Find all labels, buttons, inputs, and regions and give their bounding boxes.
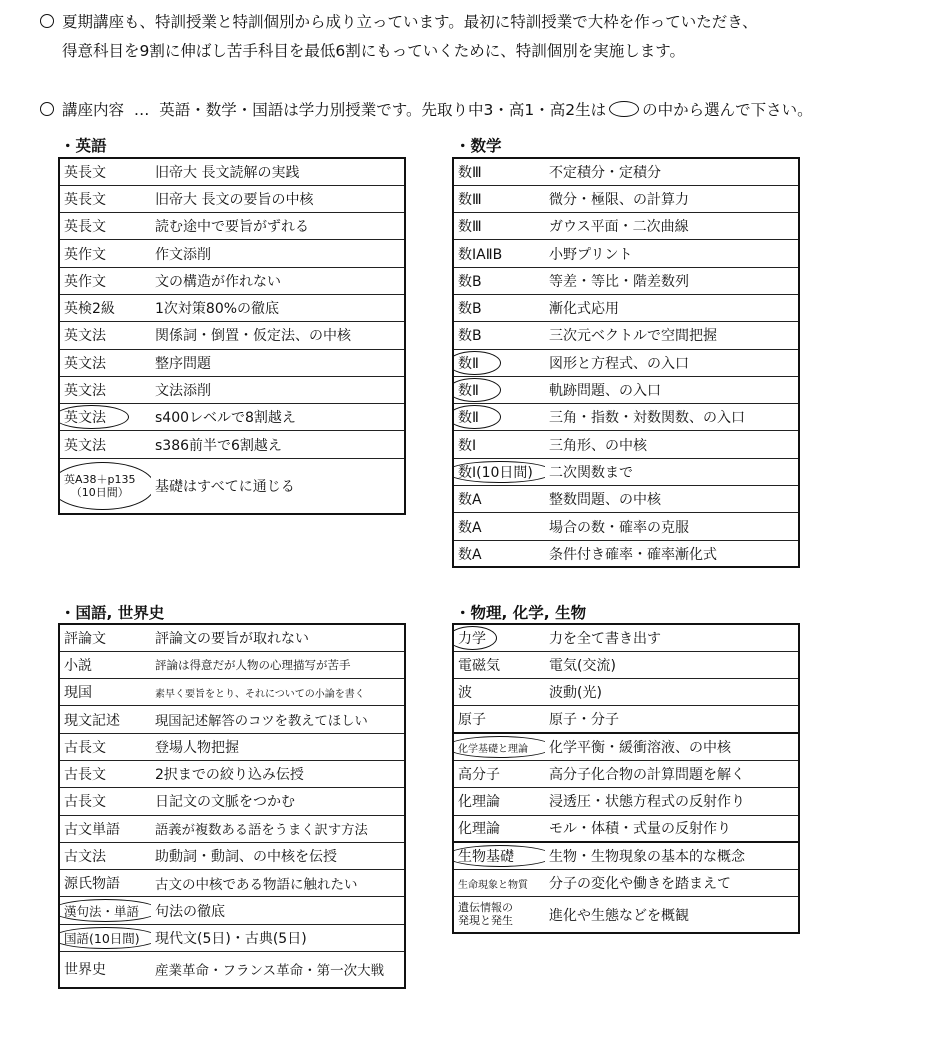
intro-line-2: 得意科目を9割に伸ばし苦手科目を最低6割にもっていくために、特訓個別を実施します。 bbox=[62, 42, 685, 60]
content-cell: 波動(光) bbox=[545, 679, 799, 706]
table-row bbox=[453, 513, 799, 540]
table-row bbox=[59, 760, 405, 787]
subject-cell: 英長文 bbox=[59, 213, 151, 240]
table-row bbox=[59, 376, 405, 403]
table-row bbox=[453, 322, 799, 349]
content-cell: 微分・極限、の計算力 bbox=[545, 185, 799, 212]
subject-cell: 化理論 bbox=[453, 788, 545, 815]
content-cell: 基礎はすべてに通じる bbox=[151, 458, 405, 514]
subject-cell: 高分子 bbox=[453, 760, 545, 787]
subject-cell-circled: 英A38＋p135 （10日間） bbox=[59, 458, 151, 514]
content-cell: 分子の変化や働きを踏まえて bbox=[545, 870, 799, 897]
section-title-japanese: ・国語, 世界史 bbox=[60, 604, 165, 622]
content-cell: 二次関数まで bbox=[545, 458, 799, 485]
subject-cell-circled: 数Ⅰ(10日間) bbox=[453, 458, 545, 485]
table-row bbox=[453, 404, 799, 431]
content-cell: 三角・指数・対数関数、の入口 bbox=[545, 404, 799, 431]
table-row bbox=[453, 733, 799, 760]
subject-cell: 原子 bbox=[453, 706, 545, 733]
circle-bullet-icon bbox=[40, 102, 54, 116]
subject-cell: 数A bbox=[453, 486, 545, 513]
content-cell: 図形と方程式、の入口 bbox=[545, 349, 799, 376]
table-row bbox=[453, 897, 799, 933]
table-row bbox=[453, 267, 799, 294]
content-cell: 旧帝大 長文の要旨の中核 bbox=[151, 185, 405, 212]
subject-cell: 源氏物語 bbox=[59, 870, 151, 897]
table-row bbox=[59, 431, 405, 458]
table-row bbox=[59, 404, 405, 431]
subject-cell: 世界史 bbox=[59, 952, 151, 988]
content-cell: 語義が複数ある語をうまく訳す方法 bbox=[151, 815, 405, 842]
content-cell: 登場人物把握 bbox=[151, 733, 405, 760]
table-row bbox=[453, 240, 799, 267]
table-row bbox=[453, 486, 799, 513]
subject-cell: 数ⅠAⅡB bbox=[453, 240, 545, 267]
subject-cell: 生命現象と物質 bbox=[453, 870, 545, 897]
subject-cell: 英文法 bbox=[59, 431, 151, 458]
content-cell: 整序問題 bbox=[151, 349, 405, 376]
subject-cell: 小説 bbox=[59, 651, 151, 678]
content-cell: 力を全て書き出す bbox=[545, 624, 799, 651]
subject-cell: 数Ⅲ bbox=[453, 213, 545, 240]
subject-cell: 波 bbox=[453, 679, 545, 706]
content-cell: 作文添削 bbox=[151, 240, 405, 267]
content-cell: 三角形、の中核 bbox=[545, 431, 799, 458]
table-row bbox=[453, 870, 799, 897]
subject-cell: 古長文 bbox=[59, 788, 151, 815]
content-cell: 旧帝大 長文読解の実践 bbox=[151, 158, 405, 185]
content-cell: 化学平衡・緩衝溶液、の中核 bbox=[545, 733, 799, 760]
table-row bbox=[453, 842, 799, 869]
table-row bbox=[59, 842, 405, 869]
content-cell: 進化や生態などを概観 bbox=[545, 897, 799, 933]
subject-cell: 評論文 bbox=[59, 624, 151, 651]
course-description: 講座内容 … 英語・数学・国語は学力別授業です。先取り中3・高1・高2生は の中から選んで下さい。 bbox=[40, 98, 813, 120]
subject-cell-circled: 力学 bbox=[453, 624, 545, 651]
content-cell: 軌跡問題、の入口 bbox=[545, 376, 799, 403]
selection-oval-icon bbox=[453, 351, 501, 375]
subject-cell-circled: 化学基礎と理論 bbox=[453, 733, 545, 760]
subject-cell: 数B bbox=[453, 294, 545, 321]
content-cell: 現国記述解答のコツを教えてほしい bbox=[151, 706, 405, 733]
subject-cell-circled: 国語(10日間) bbox=[59, 924, 151, 951]
content-cell: 古文の中核である物語に触れたい bbox=[151, 870, 405, 897]
table-row bbox=[59, 185, 405, 212]
subject-cell-circled: 英文法 bbox=[59, 404, 151, 431]
selection-oval-icon bbox=[453, 736, 545, 758]
table-row bbox=[453, 815, 799, 842]
subject-cell: 数Ⅲ bbox=[453, 158, 545, 185]
subject-cell: 英長文 bbox=[59, 185, 151, 212]
table-row bbox=[453, 624, 799, 651]
content-cell: 三次元ベクトルで空間把握 bbox=[545, 322, 799, 349]
content-cell: 助動詞・動詞、の中核を伝授 bbox=[151, 842, 405, 869]
table-row bbox=[453, 706, 799, 733]
content-cell: 条件付き確率・確率漸化式 bbox=[545, 540, 799, 567]
content-cell: s400レベルで8割越え bbox=[151, 404, 405, 431]
content-cell: 句法の徹底 bbox=[151, 897, 405, 924]
table-row bbox=[453, 349, 799, 376]
table-row bbox=[453, 788, 799, 815]
subject-cell: 化理論 bbox=[453, 815, 545, 842]
subject-cell: 現国 bbox=[59, 679, 151, 706]
subject-cell: 英文法 bbox=[59, 322, 151, 349]
table-row bbox=[59, 733, 405, 760]
content-cell: 場合の数・確率の克服 bbox=[545, 513, 799, 540]
content-cell: 電気(交流) bbox=[545, 651, 799, 678]
table-row bbox=[453, 431, 799, 458]
selection-oval-icon bbox=[453, 405, 501, 429]
content-cell: 整数問題、の中核 bbox=[545, 486, 799, 513]
intro-line-1: 夏期講座も、特訓授業と特訓個別から成り立っています。最初に特訓授業で大枠を作っていただき、 bbox=[40, 8, 910, 37]
table-row bbox=[453, 679, 799, 706]
content-cell: 生物・生物現象の基本的な概念 bbox=[545, 842, 799, 869]
table-row bbox=[59, 349, 405, 376]
table-row bbox=[59, 870, 405, 897]
subject-cell: 英作文 bbox=[59, 267, 151, 294]
table-row bbox=[453, 158, 799, 185]
subject-cell: 数Ⅲ bbox=[453, 185, 545, 212]
selection-oval-icon bbox=[453, 626, 497, 650]
content-cell: 浸透圧・状態方程式の反射作り bbox=[545, 788, 799, 815]
selection-oval-icon bbox=[59, 405, 129, 429]
subject-cell-circled: 生物基礎 bbox=[453, 842, 545, 869]
table-row bbox=[453, 185, 799, 212]
subject-cell: 数Ⅰ bbox=[453, 431, 545, 458]
subject-cell: 英検2級 bbox=[59, 294, 151, 321]
section-title-english: ・英語 bbox=[60, 137, 107, 155]
content-cell: 文法添削 bbox=[151, 376, 405, 403]
subject-cell-circled: 数Ⅱ bbox=[453, 349, 545, 376]
selection-oval-icon bbox=[59, 927, 151, 949]
table-row bbox=[453, 294, 799, 321]
table-row bbox=[59, 213, 405, 240]
content-cell: s386前半で6割越え bbox=[151, 431, 405, 458]
table-row bbox=[59, 788, 405, 815]
table-row bbox=[453, 458, 799, 485]
table-row bbox=[59, 240, 405, 267]
section-title-science: ・物理, 化学, 生物 bbox=[455, 604, 587, 622]
table-row bbox=[59, 458, 405, 514]
content-cell: 小野プリント bbox=[545, 240, 799, 267]
content-cell: 不定積分・定積分 bbox=[545, 158, 799, 185]
subject-cell: 古文法 bbox=[59, 842, 151, 869]
content-cell: 漸化式応用 bbox=[545, 294, 799, 321]
table-row bbox=[59, 267, 405, 294]
selection-oval-icon bbox=[59, 899, 151, 921]
content-cell: 2択までの絞り込み伝授 bbox=[151, 760, 405, 787]
circle-bullet-icon bbox=[40, 14, 54, 28]
table-row bbox=[453, 540, 799, 567]
subject-cell: 数A bbox=[453, 540, 545, 567]
content-cell: 原子・分子 bbox=[545, 706, 799, 733]
content-cell: 文の構造が作れない bbox=[151, 267, 405, 294]
content-cell: 等差・等比・階差数列 bbox=[545, 267, 799, 294]
content-cell: 日記文の文脈をつかむ bbox=[151, 788, 405, 815]
subject-cell: 現文記述 bbox=[59, 706, 151, 733]
table-row bbox=[453, 760, 799, 787]
subject-cell: 英文法 bbox=[59, 376, 151, 403]
subject-cell: 古長文 bbox=[59, 733, 151, 760]
content-cell: 素早く要旨をとり、それについての小論を書く bbox=[151, 679, 405, 706]
subject-cell: 古長文 bbox=[59, 760, 151, 787]
table-row bbox=[453, 213, 799, 240]
science-table bbox=[452, 623, 800, 934]
content-cell: 1次対策80%の徹底 bbox=[151, 294, 405, 321]
table-row bbox=[59, 924, 405, 951]
math-table bbox=[452, 157, 800, 568]
section-title-math: ・数学 bbox=[455, 137, 502, 155]
subject-cell: 英文法 bbox=[59, 349, 151, 376]
selection-oval-icon bbox=[453, 378, 501, 402]
table-row bbox=[59, 651, 405, 678]
table-row bbox=[453, 376, 799, 403]
content-cell: 現代文(5日)・古典(5日) bbox=[151, 924, 405, 951]
subject-cell: 数B bbox=[453, 322, 545, 349]
table-row bbox=[453, 651, 799, 678]
subject-cell-circled: 数Ⅱ bbox=[453, 376, 545, 403]
subject-cell-circled: 漢句法・単語 bbox=[59, 897, 151, 924]
subject-cell: 電磁気 bbox=[453, 651, 545, 678]
table-row bbox=[59, 624, 405, 651]
table-row bbox=[59, 815, 405, 842]
subject-cell: 数B bbox=[453, 267, 545, 294]
table-row bbox=[59, 158, 405, 185]
subject-cell-circled: 数Ⅱ bbox=[453, 404, 545, 431]
content-cell: 評論文の要旨が取れない bbox=[151, 624, 405, 651]
table-row bbox=[59, 706, 405, 733]
content-cell: モル・体積・式量の反射作り bbox=[545, 815, 799, 842]
content-cell: 関係詞・倒置・仮定法、の中核 bbox=[151, 322, 405, 349]
subject-cell: 古文単語 bbox=[59, 815, 151, 842]
selection-oval-icon bbox=[609, 101, 639, 117]
table-row bbox=[59, 897, 405, 924]
content-cell: 産業革命・フランス革命・第一次大戦 bbox=[151, 952, 405, 988]
content-cell: 高分子化合物の計算問題を解く bbox=[545, 760, 799, 787]
content-cell: 評論は得意だが人物の心理描写が苦手 bbox=[151, 651, 405, 678]
subject-cell: 遺伝情報の 発現と発生 bbox=[453, 897, 545, 933]
english-table bbox=[58, 157, 406, 515]
selection-oval-icon bbox=[453, 461, 545, 483]
subject-cell: 英作文 bbox=[59, 240, 151, 267]
content-cell: ガウス平面・二次曲線 bbox=[545, 213, 799, 240]
content-cell: 読む途中で要旨がずれる bbox=[151, 213, 405, 240]
selection-oval-icon bbox=[453, 845, 545, 867]
intro-paragraph bbox=[40, 8, 910, 66]
japanese-table bbox=[58, 623, 406, 989]
table-row bbox=[59, 952, 405, 988]
subject-cell: 英長文 bbox=[59, 158, 151, 185]
table-row bbox=[59, 679, 405, 706]
subject-cell: 数A bbox=[453, 513, 545, 540]
table-row bbox=[59, 294, 405, 321]
table-row bbox=[59, 322, 405, 349]
